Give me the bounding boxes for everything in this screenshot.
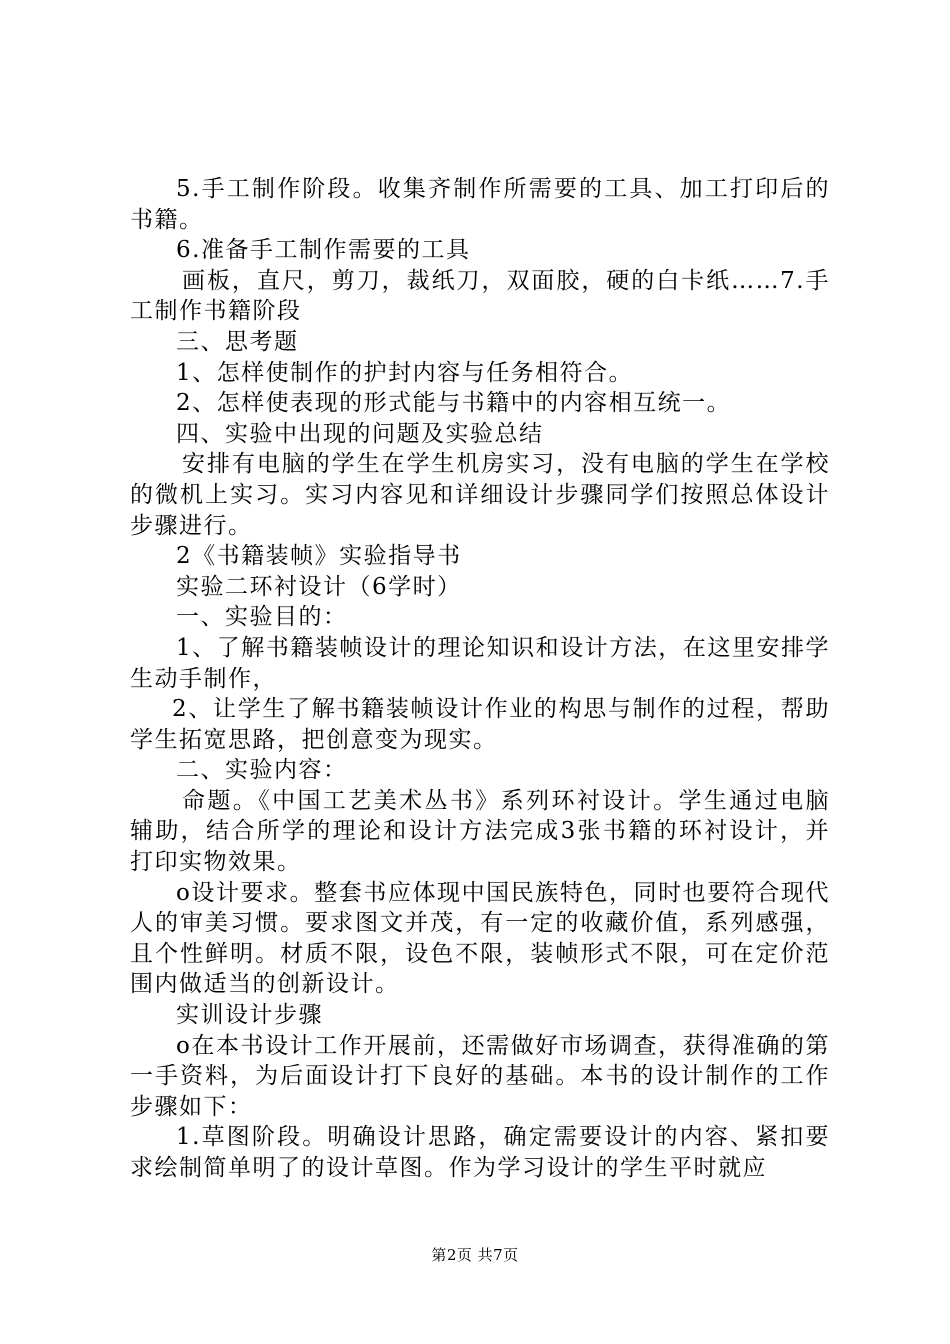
paragraph-tools-list: 画板，直尺，剪刀，裁纸刀，双面胶，硬的白卡纸……7.手工制作书籍阶段 — [130, 267, 830, 325]
heading-objectives: 一、实验目的： — [176, 604, 348, 631]
paragraph-question-2: 2、怎样使表现的形式能与书籍中的内容相互统一。 — [176, 390, 732, 417]
paragraph-market-research: o在本书设计工作开展前，还需做好市场调查，获得准确的第一手资料，为后面设计打下良好的基础。本书的设计制作的工作步骤如下： — [130, 1032, 830, 1120]
heading-content: 二、实验内容： — [176, 757, 348, 784]
paragraph-question-1: 1、怎样使制作的护封内容与任务相符合。 — [176, 359, 634, 386]
heading-problems-summary: 四、实验中出现的问题及实验总结 — [176, 420, 544, 447]
paragraph-step-5: 5.手工制作阶段。收集齐制作所需要的工具、加工打印后的书籍。 — [130, 176, 830, 233]
heading-lab-guide: 2《书籍装帧》实验指导书 — [176, 543, 462, 570]
heading-experiment-2: 实验二环衬设计（6学时） — [176, 573, 462, 600]
heading-design-steps: 实训设计步骤 — [176, 1002, 323, 1029]
page-number-footer: 第2页 共7页 — [431, 1246, 519, 1264]
paragraph-sketch-stage: 1.草图阶段。明确设计思路，确定需要设计的内容、紧扣要求绘制简单明了的设计草图。作为学习设计的学生平时就应 — [130, 1124, 830, 1181]
paragraph-objective-1: 1、了解书籍装帧设计的理论知识和设计方法，在这里安排学生动手制作， — [130, 634, 830, 692]
document-body — [130, 174, 830, 1184]
paragraph-assignment: 命题。《中国工艺美术丛书》系列环衬设计。学生通过电脑辅助，结合所学的理论和设计方法完成3张书籍的环衬设计，并打印实物效果。 — [130, 787, 830, 876]
paragraph-design-requirements: o设计要求。整套书应体现中国民族特色，同时也要符合现代人的审美习惯。要求图文并茂，有一定的收藏价值，系列感强，且个性鲜明。材质不限，设色不限，装帧形式不限，可在定价范围内做适当的创新设计。 — [130, 879, 830, 998]
paragraph-lab-arrangement: 安排有电脑的学生在学生机房实习，没有电脑的学生在学校的微机上实习。实习内容见和详细设计步骤同学们按照总体设计步骤进行。 — [130, 451, 830, 539]
paragraph-step-6: 6.准备手工制作需要的工具 — [176, 237, 471, 264]
paragraph-objective-2: 2、让学生了解书籍装帧设计作业的构思与制作的过程，帮助学生拓宽思路，把创意变为现实。 — [130, 696, 830, 753]
heading-questions: 三、思考题 — [176, 328, 299, 355]
